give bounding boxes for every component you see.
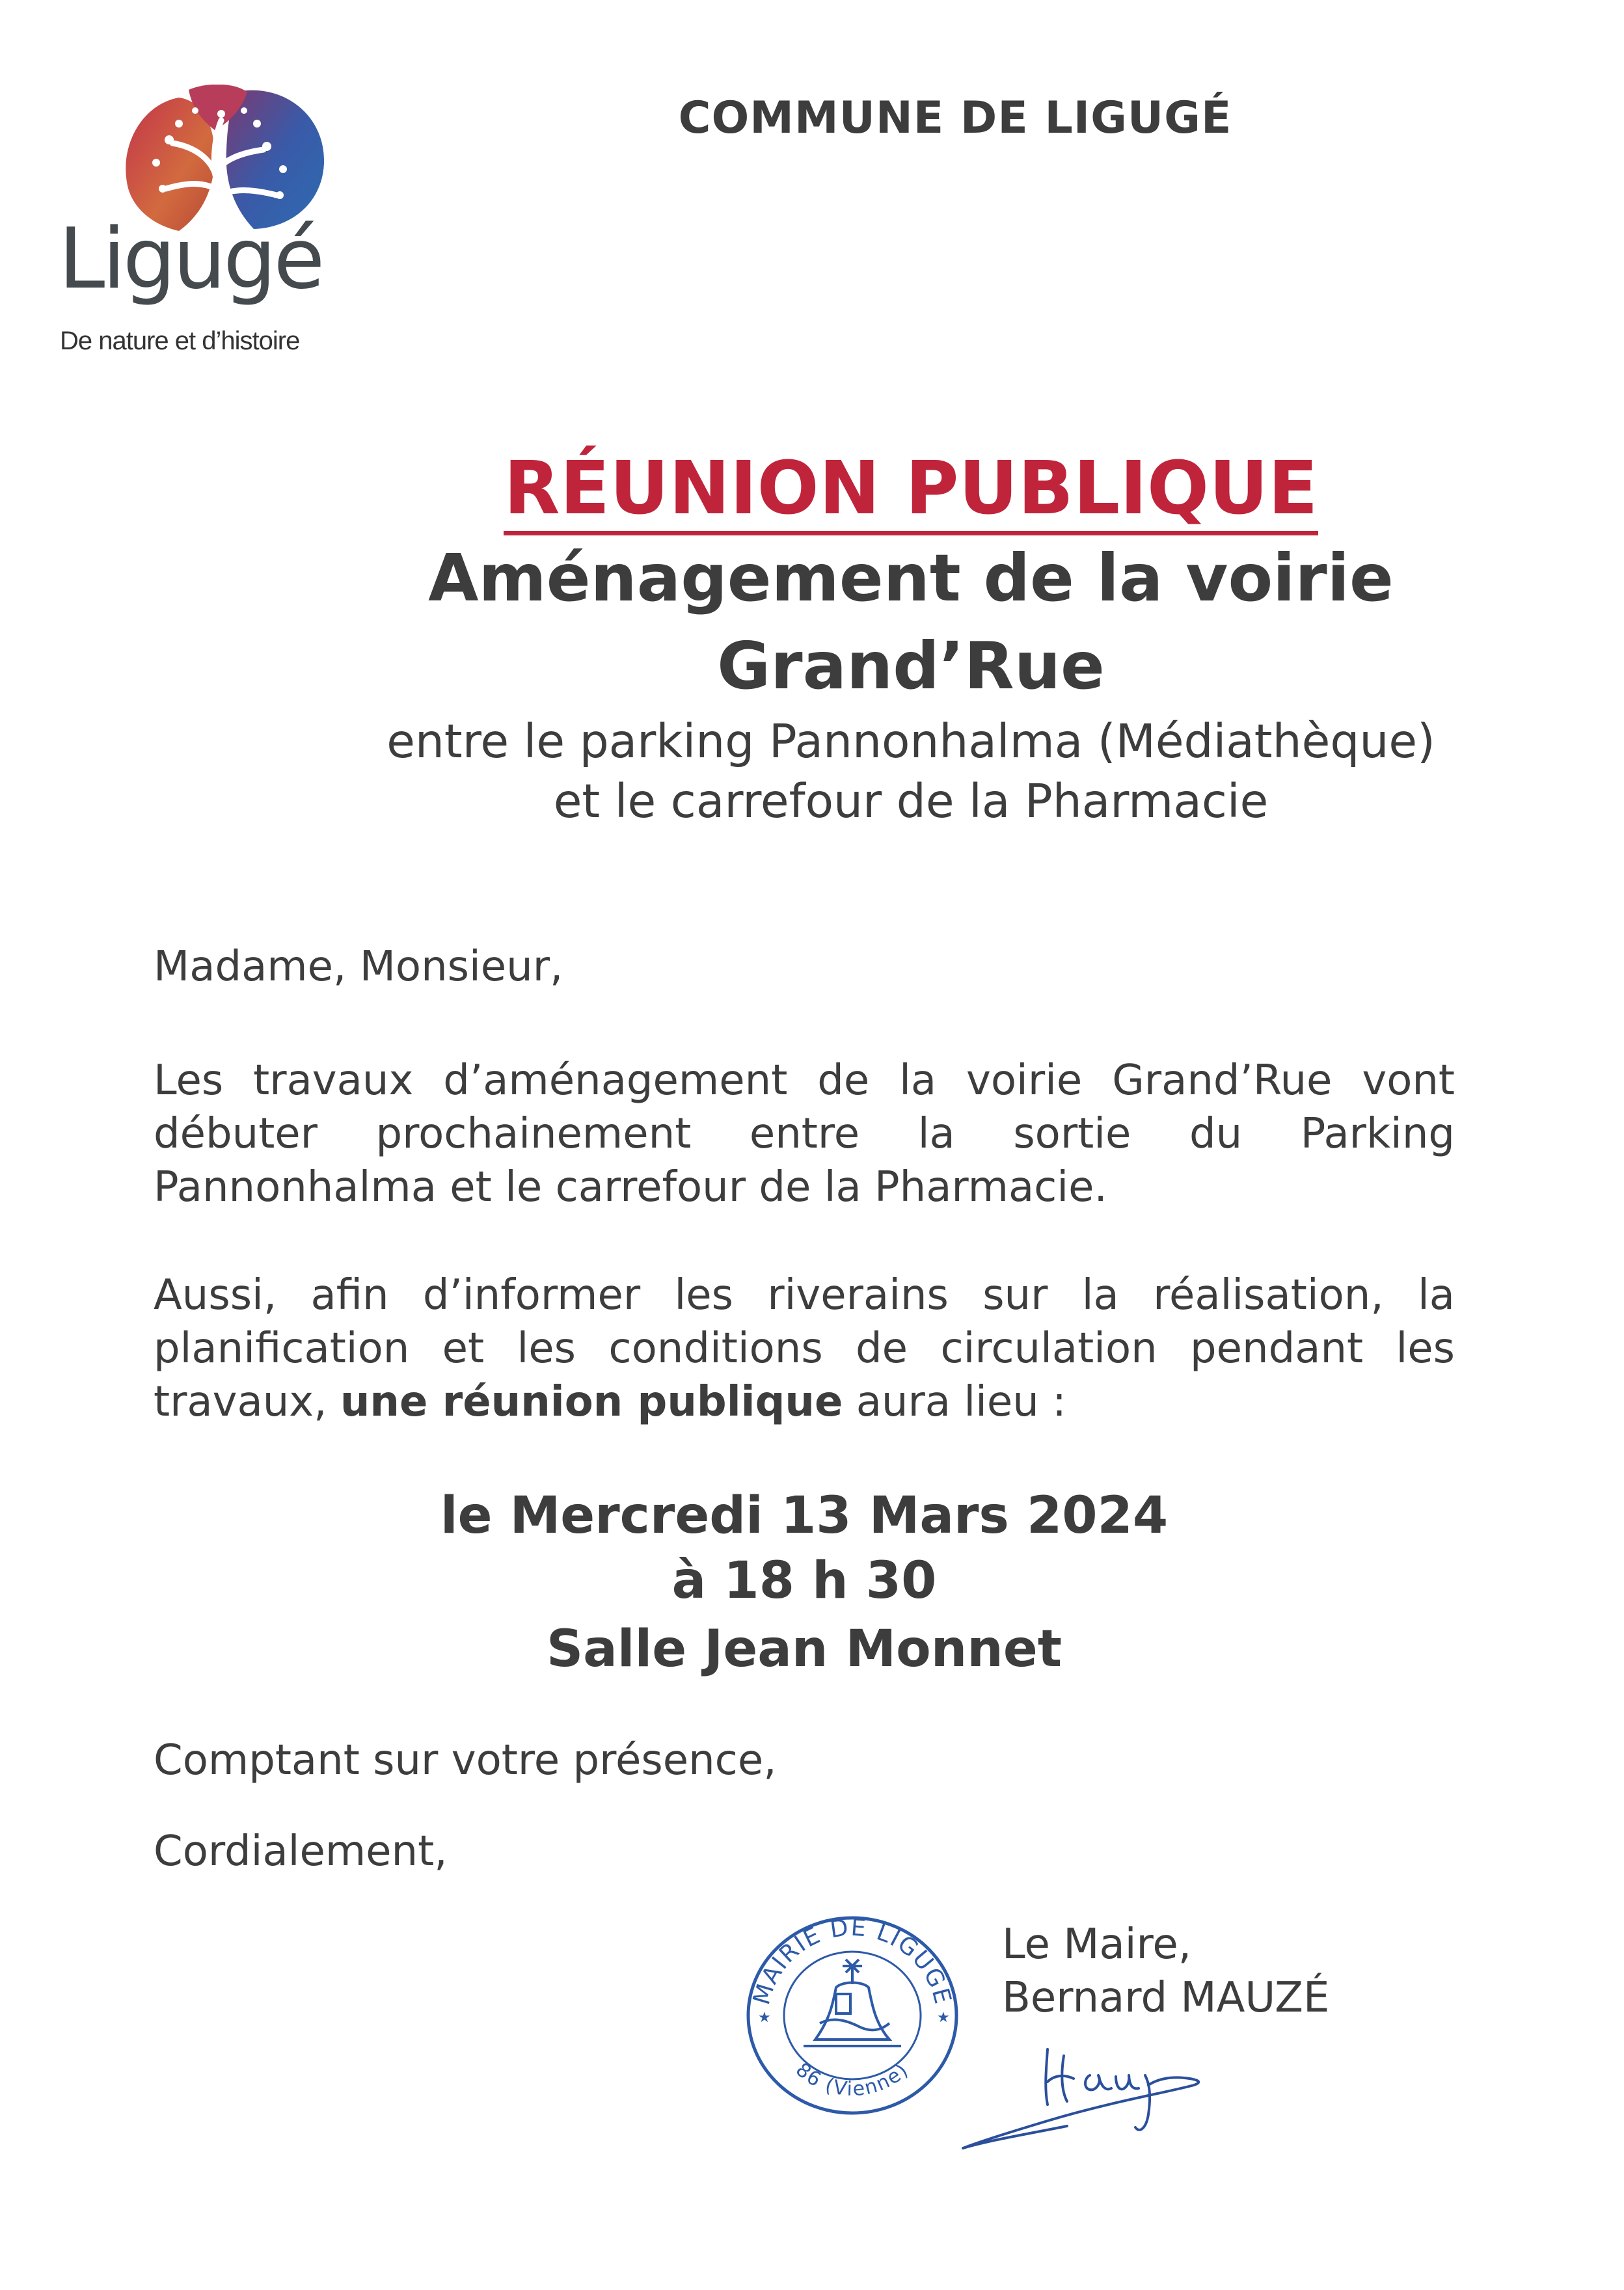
meeting-place: Salle Jean Monnet (546, 1620, 1062, 1678)
paragraph-2-start: Aussi, afin d’informer les riverains sur la réalisation, la planification et les conditions de circulation pendant les travaux, (154, 1271, 1455, 1426)
event-title-text: RÉUNION PUBLIQUE (504, 446, 1318, 535)
svg-text:★: ★ (937, 2010, 950, 2026)
stamp-text-bottom: 86 (Vienne) (791, 2058, 914, 2101)
logo-name: Ligugé (59, 211, 323, 308)
location-line-1: entre le parking Pannonhalma (Médiathèque) (386, 714, 1435, 768)
paragraph-2 (154, 1269, 1455, 1429)
location-line-2: et le carrefour de la Pharmacie (553, 774, 1269, 828)
paragraph-2-end: aura lieu : (843, 1378, 1066, 1426)
signer-name: Bernard MAUZÉ (1002, 1974, 1330, 2022)
svg-text:★: ★ (758, 2010, 771, 2026)
subject-line-1: Aménagement de la voirie (428, 540, 1394, 616)
handwritten-signature-icon (950, 2030, 1262, 2160)
salutation: Madame, Monsieur, (154, 943, 563, 991)
closing-line-1: Comptant sur votre présence, (154, 1736, 777, 1785)
event-title (273, 446, 1549, 531)
commune-heading: COMMUNE DE LIGUGÉ (678, 92, 1232, 144)
mairie-stamp-icon (738, 1906, 966, 2121)
meeting-time: à 18 h 30 (671, 1552, 937, 1610)
stamp-text-top: MAIRIE DE LIGUGÉ (748, 1914, 956, 2008)
signer-title: Le Maire, (1002, 1920, 1192, 1969)
subject-line-2: Grand’Rue (717, 628, 1105, 704)
closing-line-2: Cordialement, (154, 1827, 448, 1876)
paragraph-2-bold: une réunion publique (340, 1378, 843, 1426)
svg-text:MAIRIE DE LIGUGÉ (748, 1915, 957, 2008)
paragraph-1: Les travaux d’aménagement de la voirie Grand’Rue vont débuter prochainement entre la sortie du Parking Pannonhalma et le carrefour de la Pharmacie. (154, 1057, 1455, 1211)
meeting-date: le Mercredi 13 Mars 2024 (440, 1487, 1169, 1545)
svg-text:86 (Vienne) (791, 2058, 914, 2101)
logo-tagline: De nature et d’histoire (60, 327, 300, 355)
